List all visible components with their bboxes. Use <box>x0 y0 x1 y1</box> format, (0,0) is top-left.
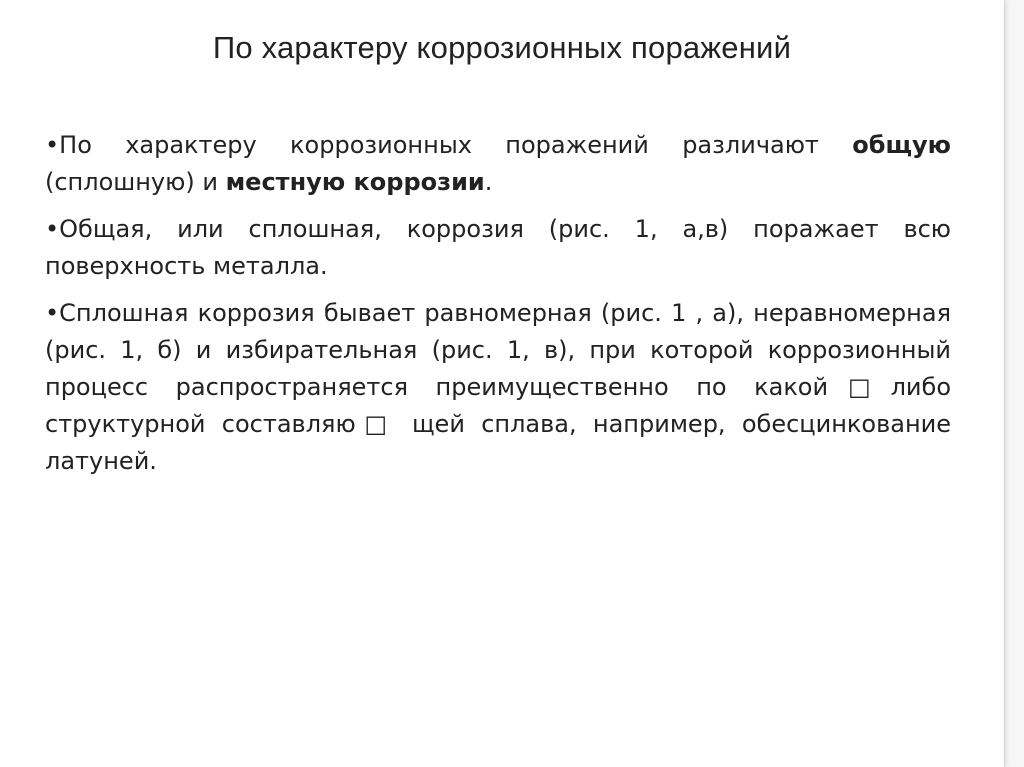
paragraph-3: •Сплошная коррозия бывает равномерная (рис. 1 , а), неравномерная (рис. 1, б) и избирательная (рис. 1, в), при которой коррозионный процесс распространяется преимущественно по какой□либо структурной составляю□ щей сплава, например, обесцинкование латуней. <box>45 299 951 475</box>
paragraph-2: •Общая, или сплошная, коррозия (рис. 1, а,в) поражает всю поверхность металла. <box>45 215 951 280</box>
paragraph-1 <box>45 127 951 201</box>
slide-body <box>45 127 951 490</box>
paragraph-1-text-a: •По характеру коррозионных поражений различают <box>45 131 853 159</box>
paragraph-1-text-c: . <box>484 168 493 196</box>
paragraph-1-bold-a: общую <box>852 131 951 159</box>
slide-title: По характеру коррозионных поражений <box>212 30 792 65</box>
paragraph-1-bold-b: местную коррозии <box>225 168 485 196</box>
paragraph-1-text-b: (сплошную) и <box>45 168 226 196</box>
